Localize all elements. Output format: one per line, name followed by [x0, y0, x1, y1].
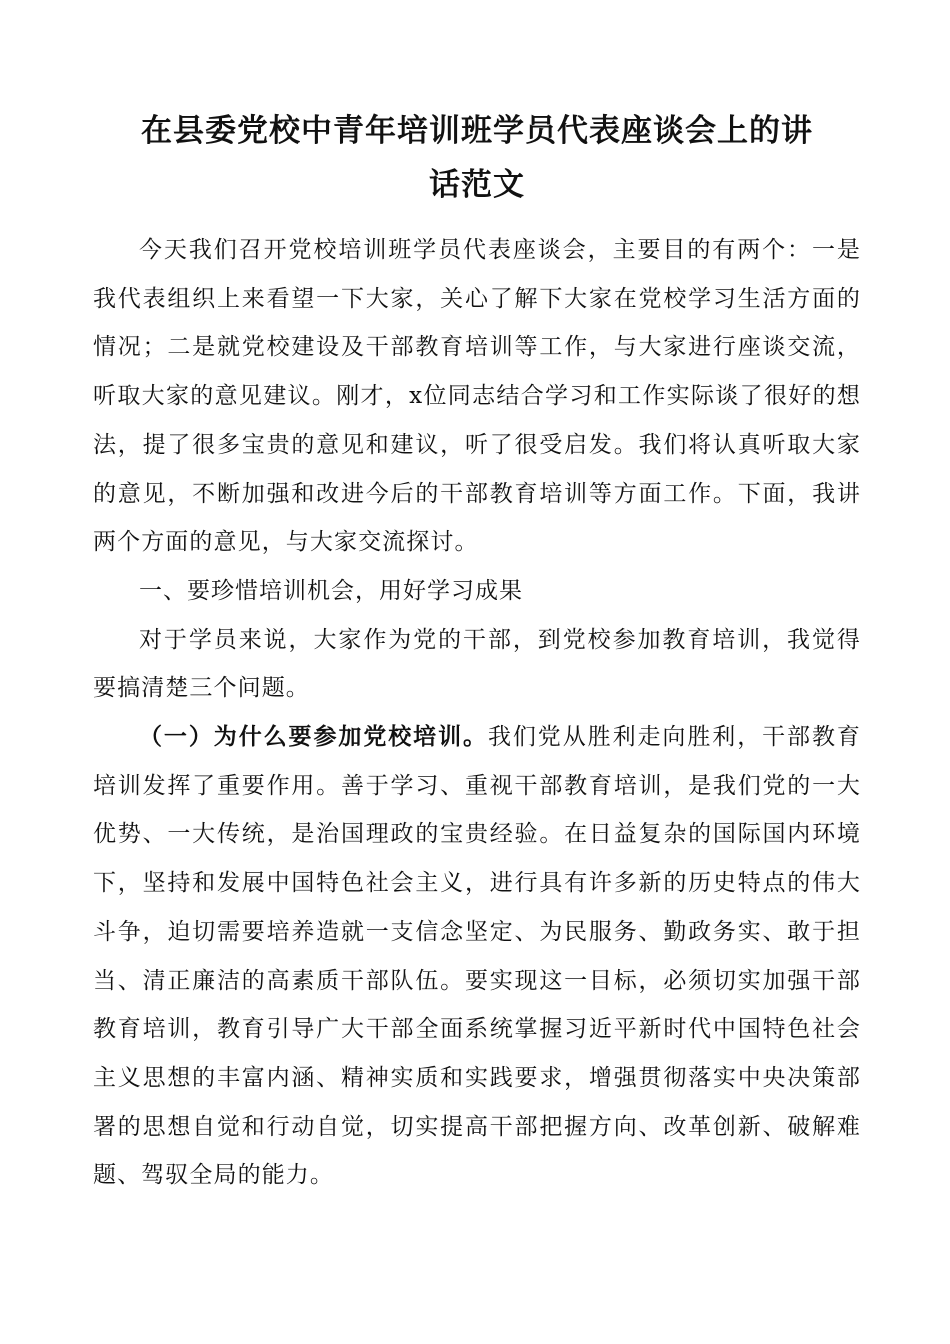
subsection-1-text: 我们党从胜利走向胜利，干部教育培训发挥了重要作用。善于学习、重视干部教育培训，是我们党的一大优势、一大传统，是治国理政的宝贵经验。在日益复杂的国际国内环境下，坚持和发展中国特色社会主义，进行具有许多新的历史特点的伟大斗争，迫切需要培养造就一支信念坚定、为民服务、勤政务实、敢于担当、清正廉洁的高素质干部队伍。要实现这一目标，必须切实加强干部教育培训，教育引导广大干部全面系统掌握习近平新时代中国特色社会主义思想的丰富内涵、精神实质和实践要求，增强贯彻落实中央决策部署的思想自觉和行动自觉，切实提高干部把握方向、改革创新、破解难题、驾驭全局的能力。: [93, 724, 861, 1189]
document-title: [93, 104, 861, 212]
subsection-1-lead: （一）为什么要参加党校培训。: [139, 724, 488, 751]
document-body: [93, 226, 861, 1200]
title-line-1: 在县委党校中青年培训班学员代表座谈会上的讲: [141, 113, 813, 149]
document-page: [93, 104, 861, 1200]
section-heading-1: 一、要珍惜培训机会，用好学习成果: [139, 577, 523, 604]
intro-paragraph: 今天我们召开党校培训班学员代表座谈会，主要目的有两个：一是我代表组织上来看望一下大家，关心了解下大家在党校学习生活方面的情况；二是就党校建设及干部教育培训等工作，与大家进行座谈交流，听取大家的意见建议。刚才，x位同志结合学习和工作实际谈了很好的想法，提了很多宝贵的意见和建议，听了很受启发。我们将认真听取大家的意见，不断加强和改进今后的干部教育培训等方面工作。下面，我讲两个方面的意见，与大家交流探讨。: [93, 237, 861, 556]
title-line-2: 话范文: [429, 167, 525, 203]
section-1-intro-paragraph: 对于学员来说，大家作为党的干部，到党校参加教育培训，我觉得要搞清楚三个问题。: [93, 626, 861, 702]
subsection-1-paragraph: [93, 713, 861, 1200]
